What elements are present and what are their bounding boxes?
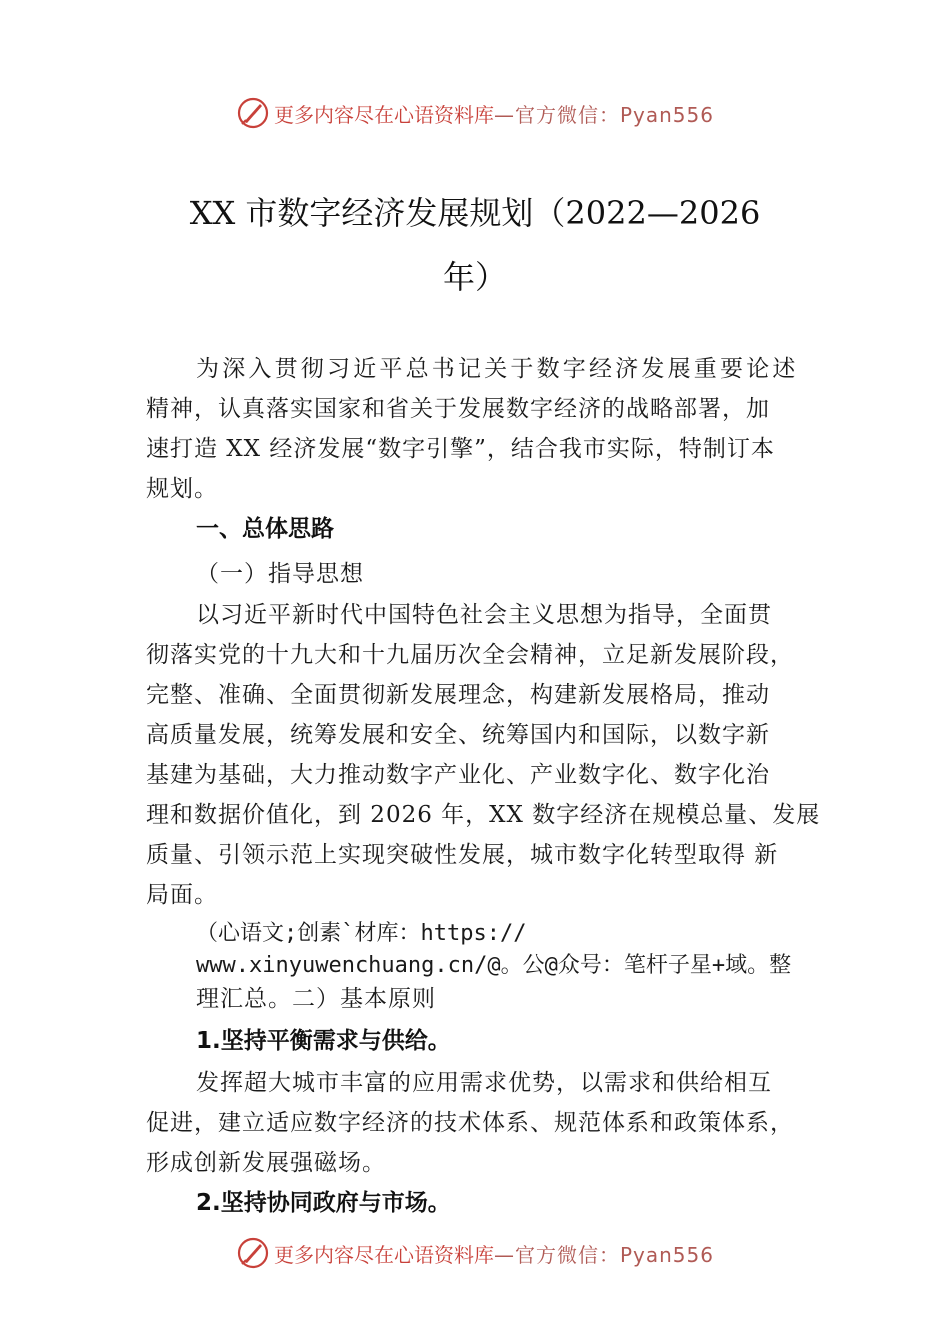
banner-promo-text: 更多内容尽在心语资料库 — [273, 1242, 494, 1267]
guiding-line: 质量、引领示范上实现突破性发展，城市数字化转型取得 新 — [146, 842, 779, 868]
guiding-line: 以习近平新时代中国特色社会主义思想为指导，全面贯 — [196, 602, 772, 628]
quill-pen-logo-icon — [236, 96, 270, 130]
document-title-line1: XX 市数字经济发展规划（2022—2026 — [189, 194, 761, 232]
principle-line: 形成创新发展强磁场。 — [146, 1150, 386, 1176]
principle-line: 促进，建立适应数字经济的技术体系、规范体系和政策体系， — [146, 1110, 794, 1136]
watermark-line: 理汇总。二）基本原则 — [196, 986, 436, 1012]
banner-wechat-text: —官方微信：Pyan556 — [493, 102, 714, 127]
section-heading: 一、总体思路 — [196, 516, 334, 542]
guiding-line: 完整、准确、全面贯彻新发展理念，构建新发展格局，推动 — [146, 682, 770, 708]
intro-line: 为深入贯彻习近平总书记关于数字经济发展重要论述 — [196, 356, 799, 382]
guiding-line: 理和数据价值化，到 2026 年，XX 数字经济在规模总量、发展 — [146, 802, 821, 828]
guiding-line: 基建为基础，大力推动数字产业化、产业数字化、数字化治 — [146, 762, 770, 788]
guiding-line: 高质量发展，统筹发展和安全、统筹国内和国际，以数字新 — [146, 722, 770, 748]
principle-heading: 1.坚持平衡需求与供给。 — [196, 1028, 451, 1054]
footer-banner — [0, 1233, 950, 1273]
document-title-line2: 年） — [442, 258, 507, 296]
watermark-line: （心语文;创素`材库：https:// — [196, 921, 527, 946]
intro-line: 规划。 — [146, 476, 218, 502]
guiding-line: 局面。 — [146, 882, 218, 908]
guiding-line: 彻落实党的十九大和十九届历次全会精神，立足新发展阶段， — [146, 642, 794, 668]
intro-line: 速打造 XX 经济发展“数字引擎”，结合我市实际，特制订本 — [146, 436, 775, 462]
principle-heading: 2.坚持协同政府与市场。 — [196, 1190, 451, 1216]
header-banner — [0, 93, 950, 133]
principle-line: 发挥超大城市丰富的应用需求优势，以需求和供给相互 — [196, 1070, 772, 1096]
quill-pen-logo-icon — [236, 1236, 270, 1270]
watermark-line: www.xinyuwenchuang.cn/@。公@众号：笔杆子星+域。整 — [196, 953, 792, 978]
banner-wechat-text: —官方微信：Pyan556 — [493, 1242, 714, 1267]
banner-promo-text: 更多内容尽在心语资料库 — [273, 102, 494, 127]
subsection-heading: （一）指导思想 — [196, 561, 364, 587]
intro-line: 精神，认真落实国家和省关于发展数字经济的战略部署，加 — [146, 396, 770, 422]
